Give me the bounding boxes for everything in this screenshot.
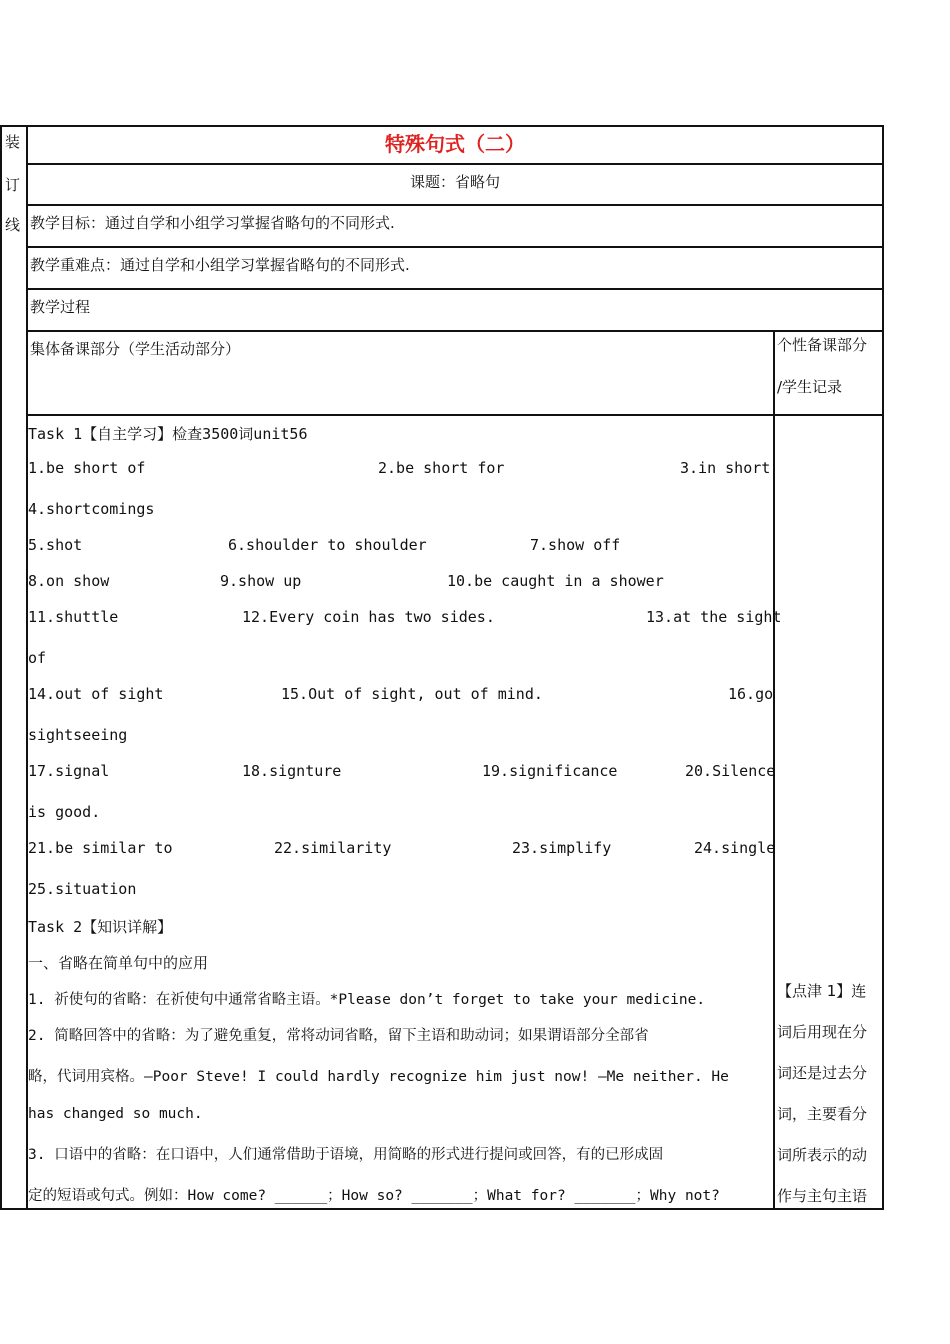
student-record-label: /学生记录 [777, 378, 843, 396]
personal-label: 个性备课部分 [777, 336, 868, 354]
sidebar-note: 词，主要看分 [777, 1105, 868, 1123]
vocab-item: 8.on show [28, 572, 110, 590]
binding-char-2: 订 [5, 176, 21, 194]
paragraph-2: has changed so much. [28, 1106, 203, 1122]
vocab-item: 5.shot [28, 536, 83, 554]
vocab-item: 21.be similar to [28, 839, 173, 857]
sidebar-note: 作与主句主语 [777, 1187, 868, 1205]
vocab-item: is good. [28, 803, 101, 821]
binding-char-1: 装 [5, 133, 21, 151]
topic-label: 课题：省略句 [409, 173, 500, 191]
task1-heading: Task 1【自主学习】检查3500词unit56 [28, 425, 308, 443]
vocab-item: 9.show up [220, 572, 302, 590]
sidebar-note: 词后用现在分 [777, 1023, 868, 1041]
vocab-item: 4.shortcomings [28, 500, 155, 518]
vocab-item: 20.Silence [685, 762, 776, 780]
sidebar-note: 【点津 1】连 [777, 982, 867, 1000]
vocab-item: sightseeing [28, 726, 128, 744]
vocab-item: 3.in short [680, 459, 771, 477]
sidebar-note: 词所表示的动 [777, 1146, 868, 1164]
binding-char-3: 线 [5, 216, 21, 234]
vocab-item: of [28, 649, 47, 667]
row-divider [26, 246, 884, 248]
vocab-item: 19.significance [482, 762, 618, 780]
vocab-item: 16.go [728, 685, 774, 703]
sidebar-note: 词还是过去分 [777, 1064, 868, 1082]
vocab-item: 24.single [694, 839, 776, 857]
paragraph-2: 略，代词用宾格。—Poor Steve! I could hardly recognize him just now! —Me neither. He [28, 1069, 729, 1085]
paragraph-2: 2. 简略回答中的省略：为了避免重复，常将动词省略，留下主语和助动词；如果谓语部分全部省 [28, 1028, 649, 1044]
paragraph-3: 3. 口语中的省略：在口语中，人们通常借助于语境，用简略的形式进行提问或回答，有的已形成固 [28, 1147, 664, 1163]
vocab-item: 18.signture [242, 762, 342, 780]
vocab-item: 14.out of sight [28, 685, 164, 703]
row-divider [26, 288, 884, 290]
binding-margin [0, 125, 26, 1210]
vocab-item: 12.Every coin has two sides. [242, 608, 495, 626]
row-divider [26, 330, 884, 332]
objective-text: 教学目标：通过自学和小组学习掌握省略句的不同形式. [30, 214, 395, 232]
vocab-item: 11.shuttle [28, 608, 119, 626]
row-divider [26, 163, 884, 165]
paragraph-1: 1. 祈使句的省略：在祈使句中通常省略主语。*Please don’t forget to take your medicine. [28, 992, 706, 1008]
section-heading: 一、省略在简单句中的应用 [28, 954, 209, 972]
vocab-item: 13.at the sight [646, 608, 782, 626]
process-label: 教学过程 [30, 298, 91, 316]
collective-label: 集体备课部分（学生活动部分） [30, 340, 241, 358]
page-title: 特殊句式（二） [385, 132, 525, 156]
key-points-text: 教学重难点：通过自学和小组学习掌握省略句的不同形式. [30, 256, 410, 274]
vocab-item: 25.situation [28, 880, 137, 898]
vocab-item: 1.be short of [28, 459, 146, 477]
vocab-item: 7.show off [530, 536, 621, 554]
vocab-item: 23.simplify [512, 839, 612, 857]
vocab-item: 15.Out of sight, out of mind. [281, 685, 543, 703]
vocab-item: 17.signal [28, 762, 110, 780]
row-divider [26, 204, 884, 206]
vocab-item: 2.be short for [378, 459, 505, 477]
task2-heading: Task 2【知识详解】 [28, 918, 173, 936]
vocab-item: 6.shoulder to shoulder [228, 536, 427, 554]
vocab-item: 22.similarity [274, 839, 392, 857]
vocab-item: 10.be caught in a shower [447, 572, 664, 590]
row-divider [26, 414, 884, 416]
paragraph-3: 定的短语或句式。例如：How come? ______；How so? _______；What for? _______；Why not? [28, 1188, 720, 1204]
